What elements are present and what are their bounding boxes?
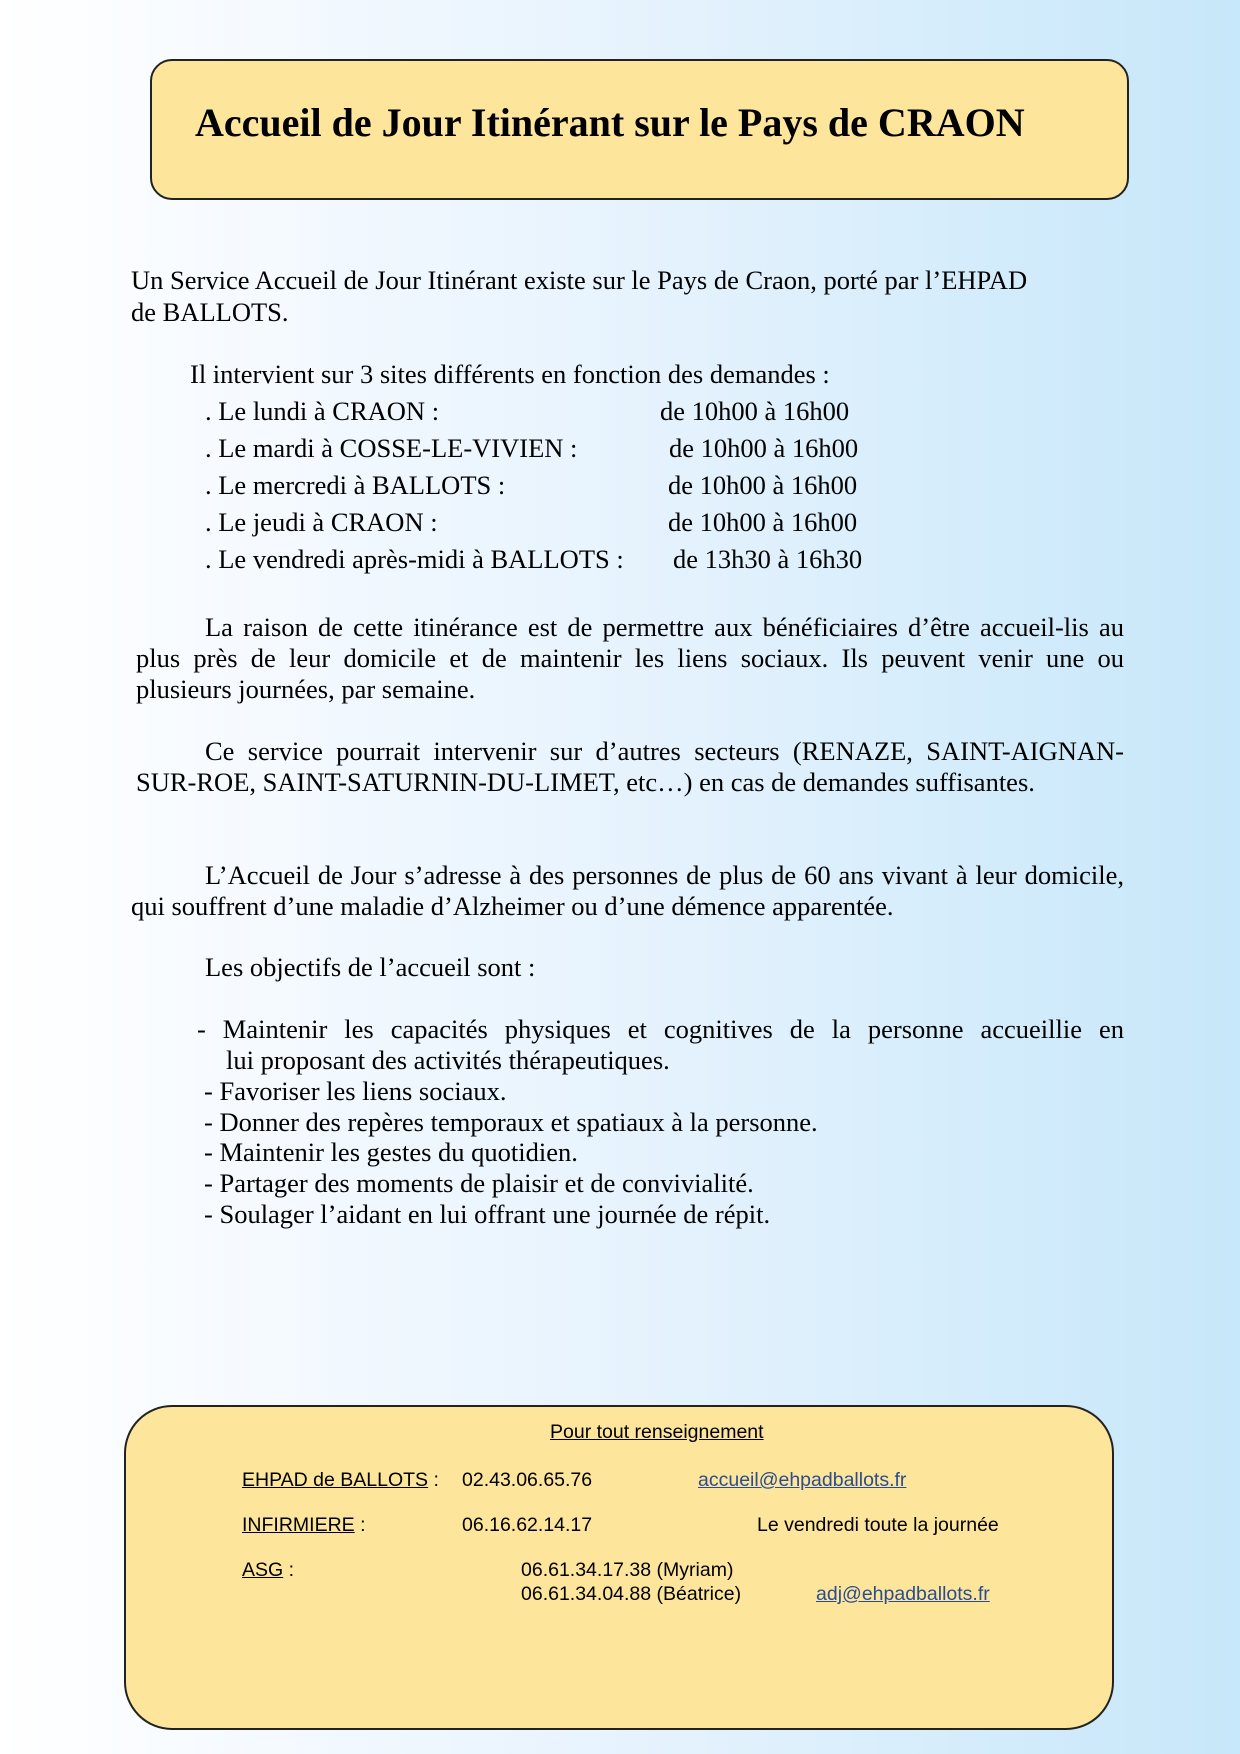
sites-intro: Il intervient sur 3 sites différents en fonction des demandes :	[190, 359, 830, 389]
asg-phone-2: 06.61.34.04.88 (Béatrice)	[521, 1583, 742, 1605]
ehpad-email-link[interactable]: accueil@ehpadballots.fr	[698, 1469, 907, 1491]
schedule-time: de 10h00 à 16h00	[668, 507, 858, 537]
title-banner	[150, 59, 1129, 200]
objective-item: - Donner des repères temporaux et spatiaux à la personne.	[204, 1107, 818, 1137]
schedule-day: . Le jeudi à CRAON :	[205, 507, 438, 537]
paragraph-public: L’Accueil de Jour s’adresse à des personnes de plus de 60 ans vivant à leur domicile, qui souffrent d’une maladie d’Alzheimer ou d’une démence apparentée.	[131, 860, 1124, 921]
contact-asg-label	[242, 1558, 294, 1582]
schedule-time: de 10h00 à 16h00	[668, 470, 858, 500]
objectives-heading: Les objectifs de l’accueil sont :	[205, 952, 536, 982]
objective-item: - Soulager l’aidant en lui offrant une journée de répit.	[204, 1199, 771, 1229]
paragraph-itinerance: La raison de cette itinérance est de permettre aux bénéficiaires d’être accueil-lis au plus près de leur domicile et de maintenir les liens sociaux. Ils peuvent venir une ou plusieurs journées, par semaine.	[136, 612, 1124, 704]
contact-box	[124, 1405, 1114, 1730]
ehpad-sep: :	[428, 1469, 439, 1491]
schedule-row	[205, 393, 850, 430]
schedule-time: de 13h30 à 16h30	[673, 544, 863, 574]
ehpad-label: EHPAD de BALLOTS	[242, 1469, 429, 1491]
schedule-day: . Le vendredi après-midi à BALLOTS :	[205, 544, 624, 574]
schedule-row	[205, 467, 858, 504]
objective-item: - Partager des moments de plaisir et de convivialité.	[204, 1168, 754, 1198]
objective-item-line: - Maintenir les capacités physiques et cognitives de la personne accueillie en	[197, 1014, 1124, 1044]
asg-phone-1: 06.61.34.17.38 (Myriam)	[521, 1559, 734, 1581]
infirmiere-note: Le vendredi toute la journée	[757, 1514, 999, 1536]
objective-item: - Favoriser les liens sociaux.	[204, 1076, 507, 1106]
infirmiere-sep: :	[354, 1514, 366, 1536]
schedule-day: . Le lundi à CRAON :	[205, 396, 440, 426]
schedule-row	[205, 541, 863, 578]
contact-infirmiere-label	[242, 1513, 366, 1537]
ehpad-phone: 02.43.06.65.76	[462, 1469, 593, 1491]
objective-item-continuation: lui proposant des activités thérapeutiques.	[226, 1045, 670, 1075]
schedule-row	[205, 430, 859, 467]
paragraph-secteurs: Ce service pourrait intervenir sur d’autres secteurs (RENAZE, SAINT-AIGNAN-SUR-ROE, SAINT-SATURNIN-DU-LIMET, etc…) en cas de demandes suffisantes.	[136, 736, 1124, 797]
asg-sep: :	[283, 1559, 295, 1581]
asg-email-link[interactable]: adj@ehpadballots.fr	[816, 1583, 990, 1605]
schedule-time: de 10h00 à 16h00	[660, 396, 850, 426]
objective-item: - Maintenir les gestes du quotidien.	[204, 1137, 578, 1167]
intro-line-2: de BALLOTS.	[131, 297, 289, 327]
objective-item	[197, 1014, 1124, 1045]
contact-ehpad-label	[242, 1468, 439, 1492]
asg-label: ASG	[242, 1559, 284, 1581]
infirmiere-phone: 06.16.62.14.17	[462, 1514, 593, 1536]
schedule-time: de 10h00 à 16h00	[669, 433, 859, 463]
contact-heading: Pour tout renseignement	[550, 1421, 764, 1443]
infirmiere-label: INFIRMIERE	[242, 1514, 355, 1536]
schedule-day: . Le mardi à COSSE-LE-VIVIEN :	[205, 433, 578, 463]
schedule-day: . Le mercredi à BALLOTS :	[205, 470, 506, 500]
schedule-row	[205, 504, 858, 541]
intro-line-1: Un Service Accueil de Jour Itinérant existe sur le Pays de Craon, porté par l’EHPAD	[131, 265, 1028, 295]
page-title: Accueil de Jour Itinérant sur le Pays de CRAON	[195, 100, 1025, 145]
